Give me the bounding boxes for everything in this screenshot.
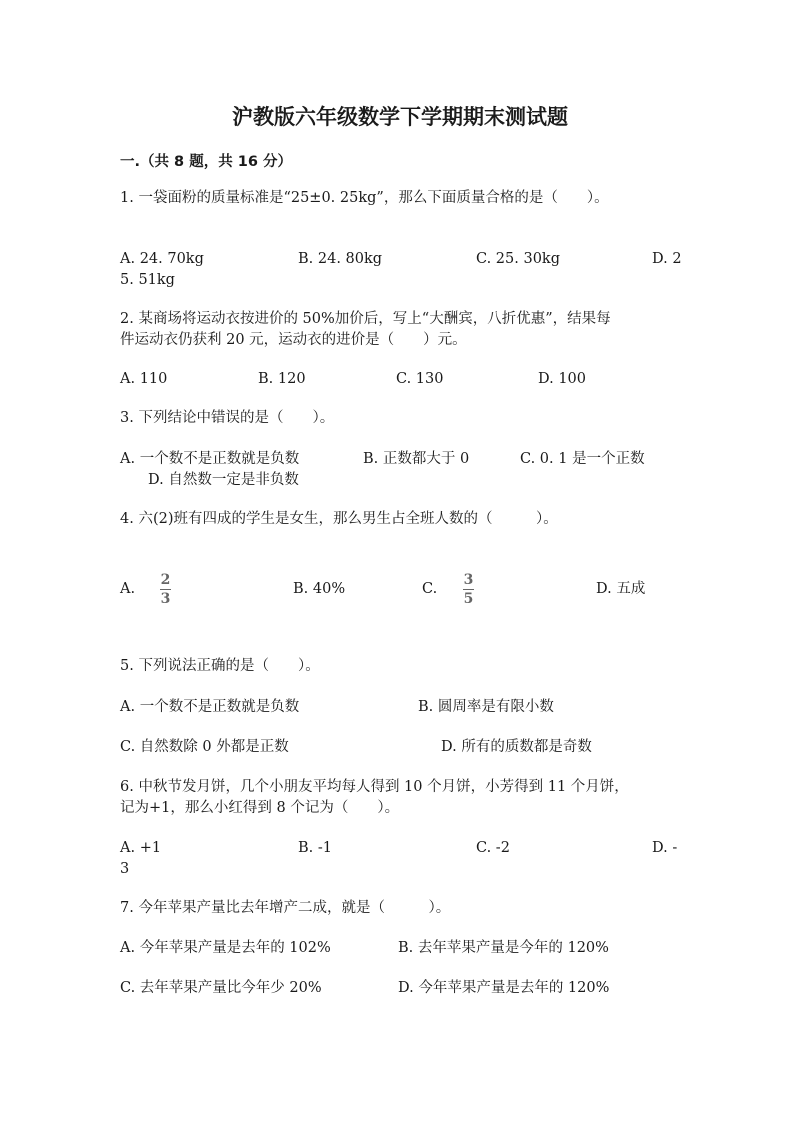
question-4-fraction-a (160, 572, 171, 607)
fraction-a-denominator: 3 (160, 591, 171, 607)
question-6-option-d: D. - (652, 840, 678, 856)
question-1-option-b: B. 24. 80kg (298, 251, 383, 267)
question-6-option-a: A. +1 (120, 840, 162, 856)
question-3-option-c: C. 0. 1 是一个正数 (520, 451, 645, 467)
question-2-option-b: B. 120 (258, 371, 306, 387)
question-7-option-c: C. 去年苹果产量比今年少 20% (120, 980, 322, 996)
fraction-c-denominator: 5 (463, 591, 474, 607)
question-7-option-a: A. 今年苹果产量是去年的 102% (120, 940, 331, 956)
question-7-stem: 7. 今年苹果产量比去年增产二成，就是（ ）。 (120, 900, 451, 916)
question-5-option-a: A. 一个数不是正数就是负数 (120, 699, 300, 715)
question-3-stem: 3. 下列结论中错误的是（ ）。 (120, 410, 335, 426)
question-3-option-d: D. 自然数一定是非负数 (148, 472, 299, 488)
question-2-stem-line-2: 件运动衣仍获利 20 元，运动衣的进价是（ ）元。 (120, 332, 467, 348)
question-2-option-a: A. 110 (120, 371, 168, 387)
question-1-option-d-wrap: 5. 51kg (120, 272, 175, 288)
question-4-option-b: B. 40% (293, 581, 346, 597)
question-3-option-b: B. 正数都大于 0 (363, 451, 470, 467)
fraction-a-bar (160, 589, 171, 590)
question-5-option-c: C. 自然数除 0 外都是正数 (120, 739, 289, 755)
question-1-option-d: D. 2 (652, 251, 682, 267)
question-4-fraction-c (463, 572, 474, 607)
question-2-stem-line-1: 2. 某商场将运动衣按进价的 50%加价后，写上“大酬宾，八折优惠”，结果每 (120, 311, 611, 327)
question-4-option-d: D. 五成 (596, 581, 646, 597)
question-1-option-c: C. 25. 30kg (476, 251, 560, 267)
question-4-stem: 4. 六(2)班有四成的学生是女生，那么男生占全班人数的（ ）。 (120, 511, 558, 527)
question-6-option-c: C. -2 (476, 840, 510, 856)
question-4-option-c: C. (422, 581, 438, 597)
question-5-option-b: B. 圆周率是有限小数 (418, 699, 554, 715)
question-4-option-a: A. (120, 581, 136, 597)
question-6-stem-line-1: 6. 中秋节发月饼，几个小朋友平均每人得到 10 个月饼，小芳得到 11 个月饼， (120, 779, 629, 795)
question-1-stem: 1. 一袋面粉的质量标准是“25±0. 25kg”，那么下面质量合格的是（ ）。 (120, 190, 609, 206)
fraction-c-numerator: 3 (463, 572, 474, 588)
section-heading: 一.（共 8 题，共 16 分） (120, 154, 292, 170)
question-6-stem-line-2: 记为+1，那么小红得到 8 个记为（ ）。 (120, 800, 400, 816)
question-3-option-a: A. 一个数不是正数就是负数 (120, 451, 300, 467)
page-title: 沪教版六年级数学下学期期末测试题 (232, 105, 568, 129)
question-2-option-d: D. 100 (538, 371, 587, 387)
question-7-option-d: D. 今年苹果产量是去年的 120% (398, 980, 610, 996)
question-6-option-d-wrap: 3 (120, 861, 130, 877)
question-6-option-b: B. -1 (298, 840, 332, 856)
question-2-option-c: C. 130 (396, 371, 444, 387)
question-1-option-a: A. 24. 70kg (120, 251, 204, 267)
fraction-c-bar (463, 589, 474, 590)
question-5-option-d: D. 所有的质数都是奇数 (441, 739, 592, 755)
question-5-stem: 5. 下列说法正确的是（ ）。 (120, 658, 320, 674)
question-7-option-b: B. 去年苹果产量是今年的 120% (398, 940, 609, 956)
fraction-a-numerator: 2 (160, 572, 171, 588)
